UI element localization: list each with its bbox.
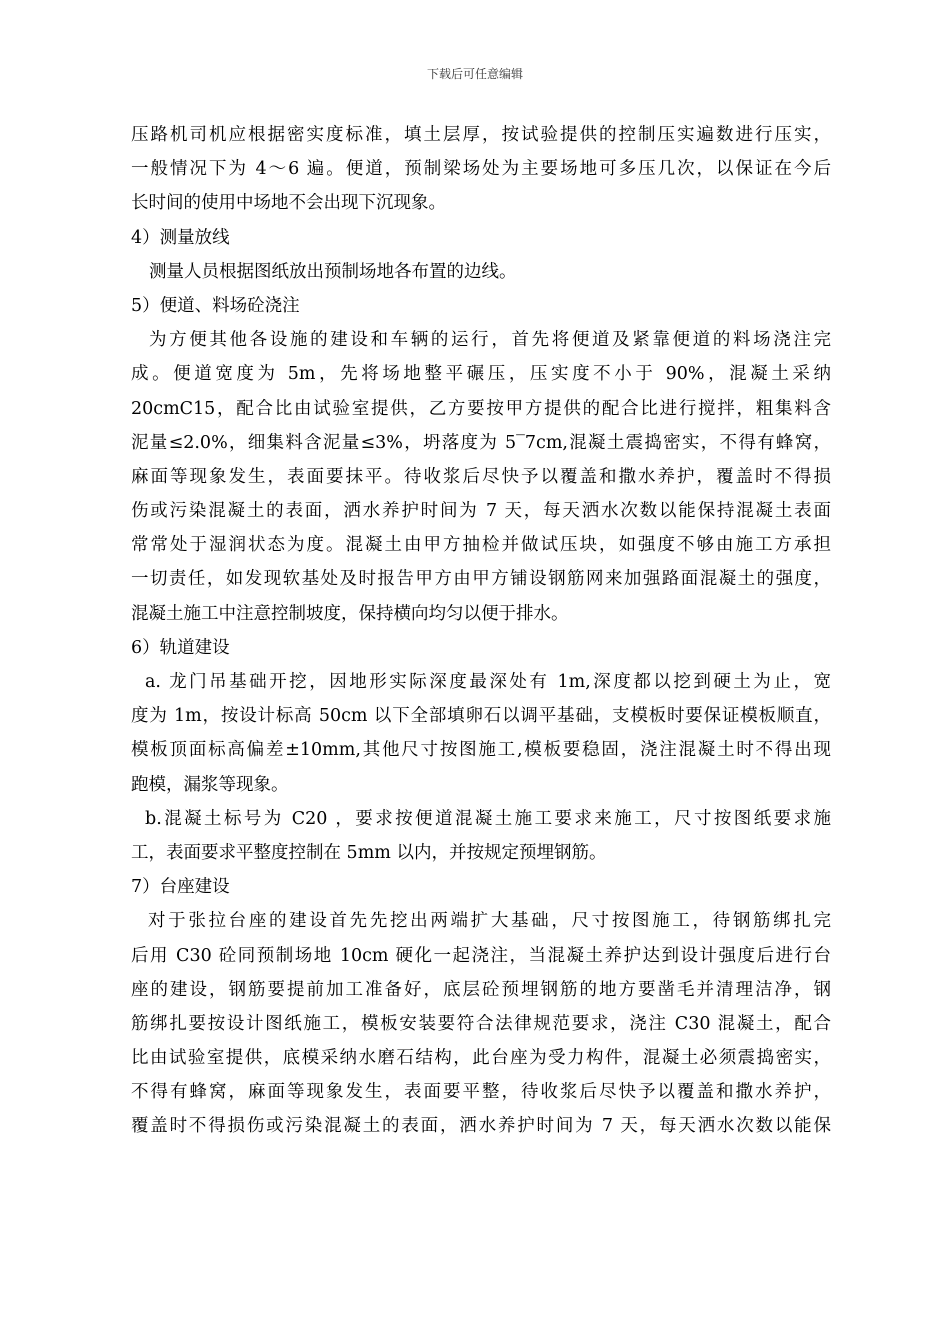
text-line: 对于张拉台座的建设首先先挖出两端扩大基础，尺寸按图施工，待钢筋绑扎完	[148, 911, 831, 932]
text-line: 模板顶面标高偏差±10mm,其他尺寸按图施工,模板要稳固，浇注混凝土时不得出现	[131, 740, 831, 761]
text-line: a. 龙门吊基础开挖，因地形实际深度最深处有 1m,深度都以挖到硬土为止，宽	[145, 672, 831, 692]
text-line: b.混凝土标号为 C20 ，要求按便道混凝土施工要求来施工，尺寸按图纸要求施	[145, 808, 831, 829]
text-line: 跑模，漏浆等现象。	[131, 774, 289, 795]
text-line: 麻面等现象发生，表面要抹平。待收浆后尽快予以覆盖和撒水养护，覆盖时不得损	[131, 466, 831, 487]
text-line: 筋绑扎要按设计图纸施工，模板安装要符合法律规范要求，浇注 C30 混凝土，配合	[131, 1013, 831, 1034]
text-line: 度为 1m，按设计标高 50cm 以下全部填卵石以调平基础，支模板时要保证模板顺直，	[131, 706, 831, 727]
text-line: 一切责任，如发现软基处及时报告甲方由甲方铺设钢筋网来加强路面混凝土的强度，	[131, 569, 831, 590]
section-heading: 6）轨道建设	[131, 637, 230, 658]
text-line: 测量人员根据图纸放出预制场地各布置的边线。	[149, 261, 517, 282]
text-line: 常常处于湿润状态为度。混凝土由甲方抽检并做试压块，如强度不够由施工方承担	[131, 535, 831, 556]
text-line: 泥量≤2.0%，细集料含泥量≤3%，坍落度为 5‾7cm,混凝土震捣密实，不得有蜂窝，	[131, 432, 831, 453]
text-line: 比由试验室提供，底模采纳水磨石结构，此台座为受力构件，混凝土必须震捣密实，	[131, 1048, 831, 1069]
text-line: 伤或污染混凝土的表面，洒水养护时间为 7 天，每天洒水次数以能保持混凝土表面	[131, 501, 831, 522]
page-header: 下载后可任意编辑	[426, 67, 523, 81]
text-line: 压路机司机应根据密实度标准，填土层厚，按试验提供的控制压实遍数进行压实，	[131, 125, 831, 145]
section-heading: 7）台座建设	[131, 877, 230, 898]
text-line: 一般情况下为 4～6 遍。便道，预制梁场处为主要场地可多压几次，以保证在今后	[131, 159, 831, 180]
document-body	[131, 118, 831, 1144]
text-line: 20cmC15，配合比由试验室提供，乙方要按甲方提供的配合比进行搅拌，粗集料含	[131, 398, 831, 419]
text-line: 长时间的使用中场地不会出现下沉现象。	[131, 193, 446, 214]
section-heading: 5）便道、料场砼浇注	[131, 295, 300, 316]
text-line: 座的建设，钢筋要提前加工准备好，底层砼预埋钢筋的地方要凿毛并清理洁净，钢	[131, 979, 831, 1000]
text-line: 混凝土施工中注意控制坡度，保持横向均匀以便于排水。	[131, 603, 569, 624]
text-line: 成。便道宽度为 5m，先将场地整平碾压，压实度不小于 90%，混凝土采纳	[131, 364, 831, 385]
text-line: 不得有蜂窝，麻面等现象发生，表面要平整，待收浆后尽快予以覆盖和撒水养护，	[131, 1082, 831, 1103]
section-heading: 4）测量放线	[131, 227, 230, 248]
text-line: 后用 C30 砼同预制场地 10cm 硬化一起浇注，当混凝土养护达到设计强度后进行台	[131, 945, 831, 966]
text-line: 覆盖时不得损伤或污染混凝土的表面，洒水养护时间为 7 天，每天洒水次数以能保	[131, 1116, 831, 1137]
text-line: 工，表面要求平整度控制在 5mm 以内，并按规定预埋钢筋。	[131, 842, 607, 863]
text-line: 为方便其他各设施的建设和车辆的运行，首先将便道及紧靠便道的料场浇注完	[149, 330, 831, 351]
